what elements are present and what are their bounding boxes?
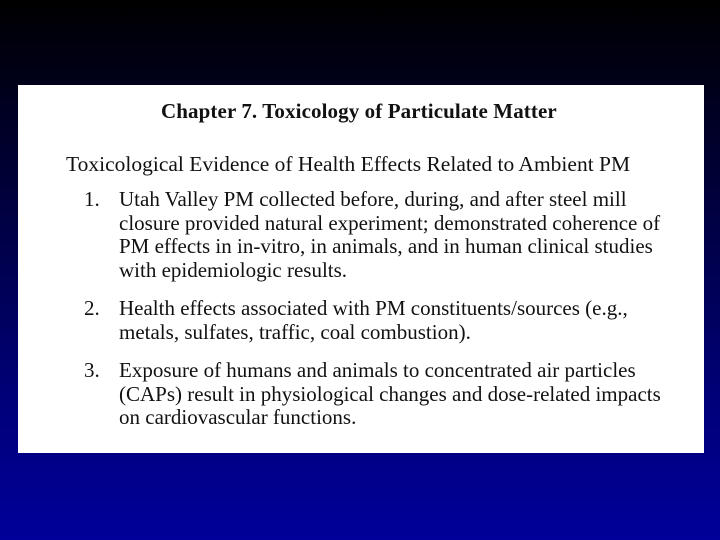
item-number: 2. — [84, 296, 100, 320]
item-text — [119, 359, 704, 430]
item-number: 3. — [84, 358, 100, 382]
section-heading: Toxicological Evidence of Health Effects Related to Ambient PM — [66, 152, 631, 176]
scanned-document — [18, 85, 704, 453]
item-text — [119, 188, 704, 282]
item-line: with epidemiologic results. — [119, 257, 348, 282]
item-line: Health effects associated with PM constituents/sources (e.g., — [119, 296, 628, 320]
item-line: Exposure of humans and animals to concentrated air particles — [119, 358, 636, 382]
item-line: PM effects in in-vitro, in animals, and in human clinical studies — [119, 234, 653, 258]
item-line: (CAPs) result in physiological changes and dose-related impacts — [119, 381, 661, 406]
item-number: 1. — [84, 187, 100, 211]
item-line: metals, sulfates, traffic, coal combustion). — [119, 319, 471, 344]
item-text — [119, 297, 704, 344]
item-line: closure provided natural experiment; demonstrated coherence of — [119, 210, 661, 235]
chapter-title: Chapter 7. Toxicology of Particulate Matter — [161, 99, 557, 123]
item-line: Utah Valley PM collected before, during, and after steel mill — [119, 187, 627, 211]
item-line: on cardiovascular functions. — [119, 405, 357, 429]
